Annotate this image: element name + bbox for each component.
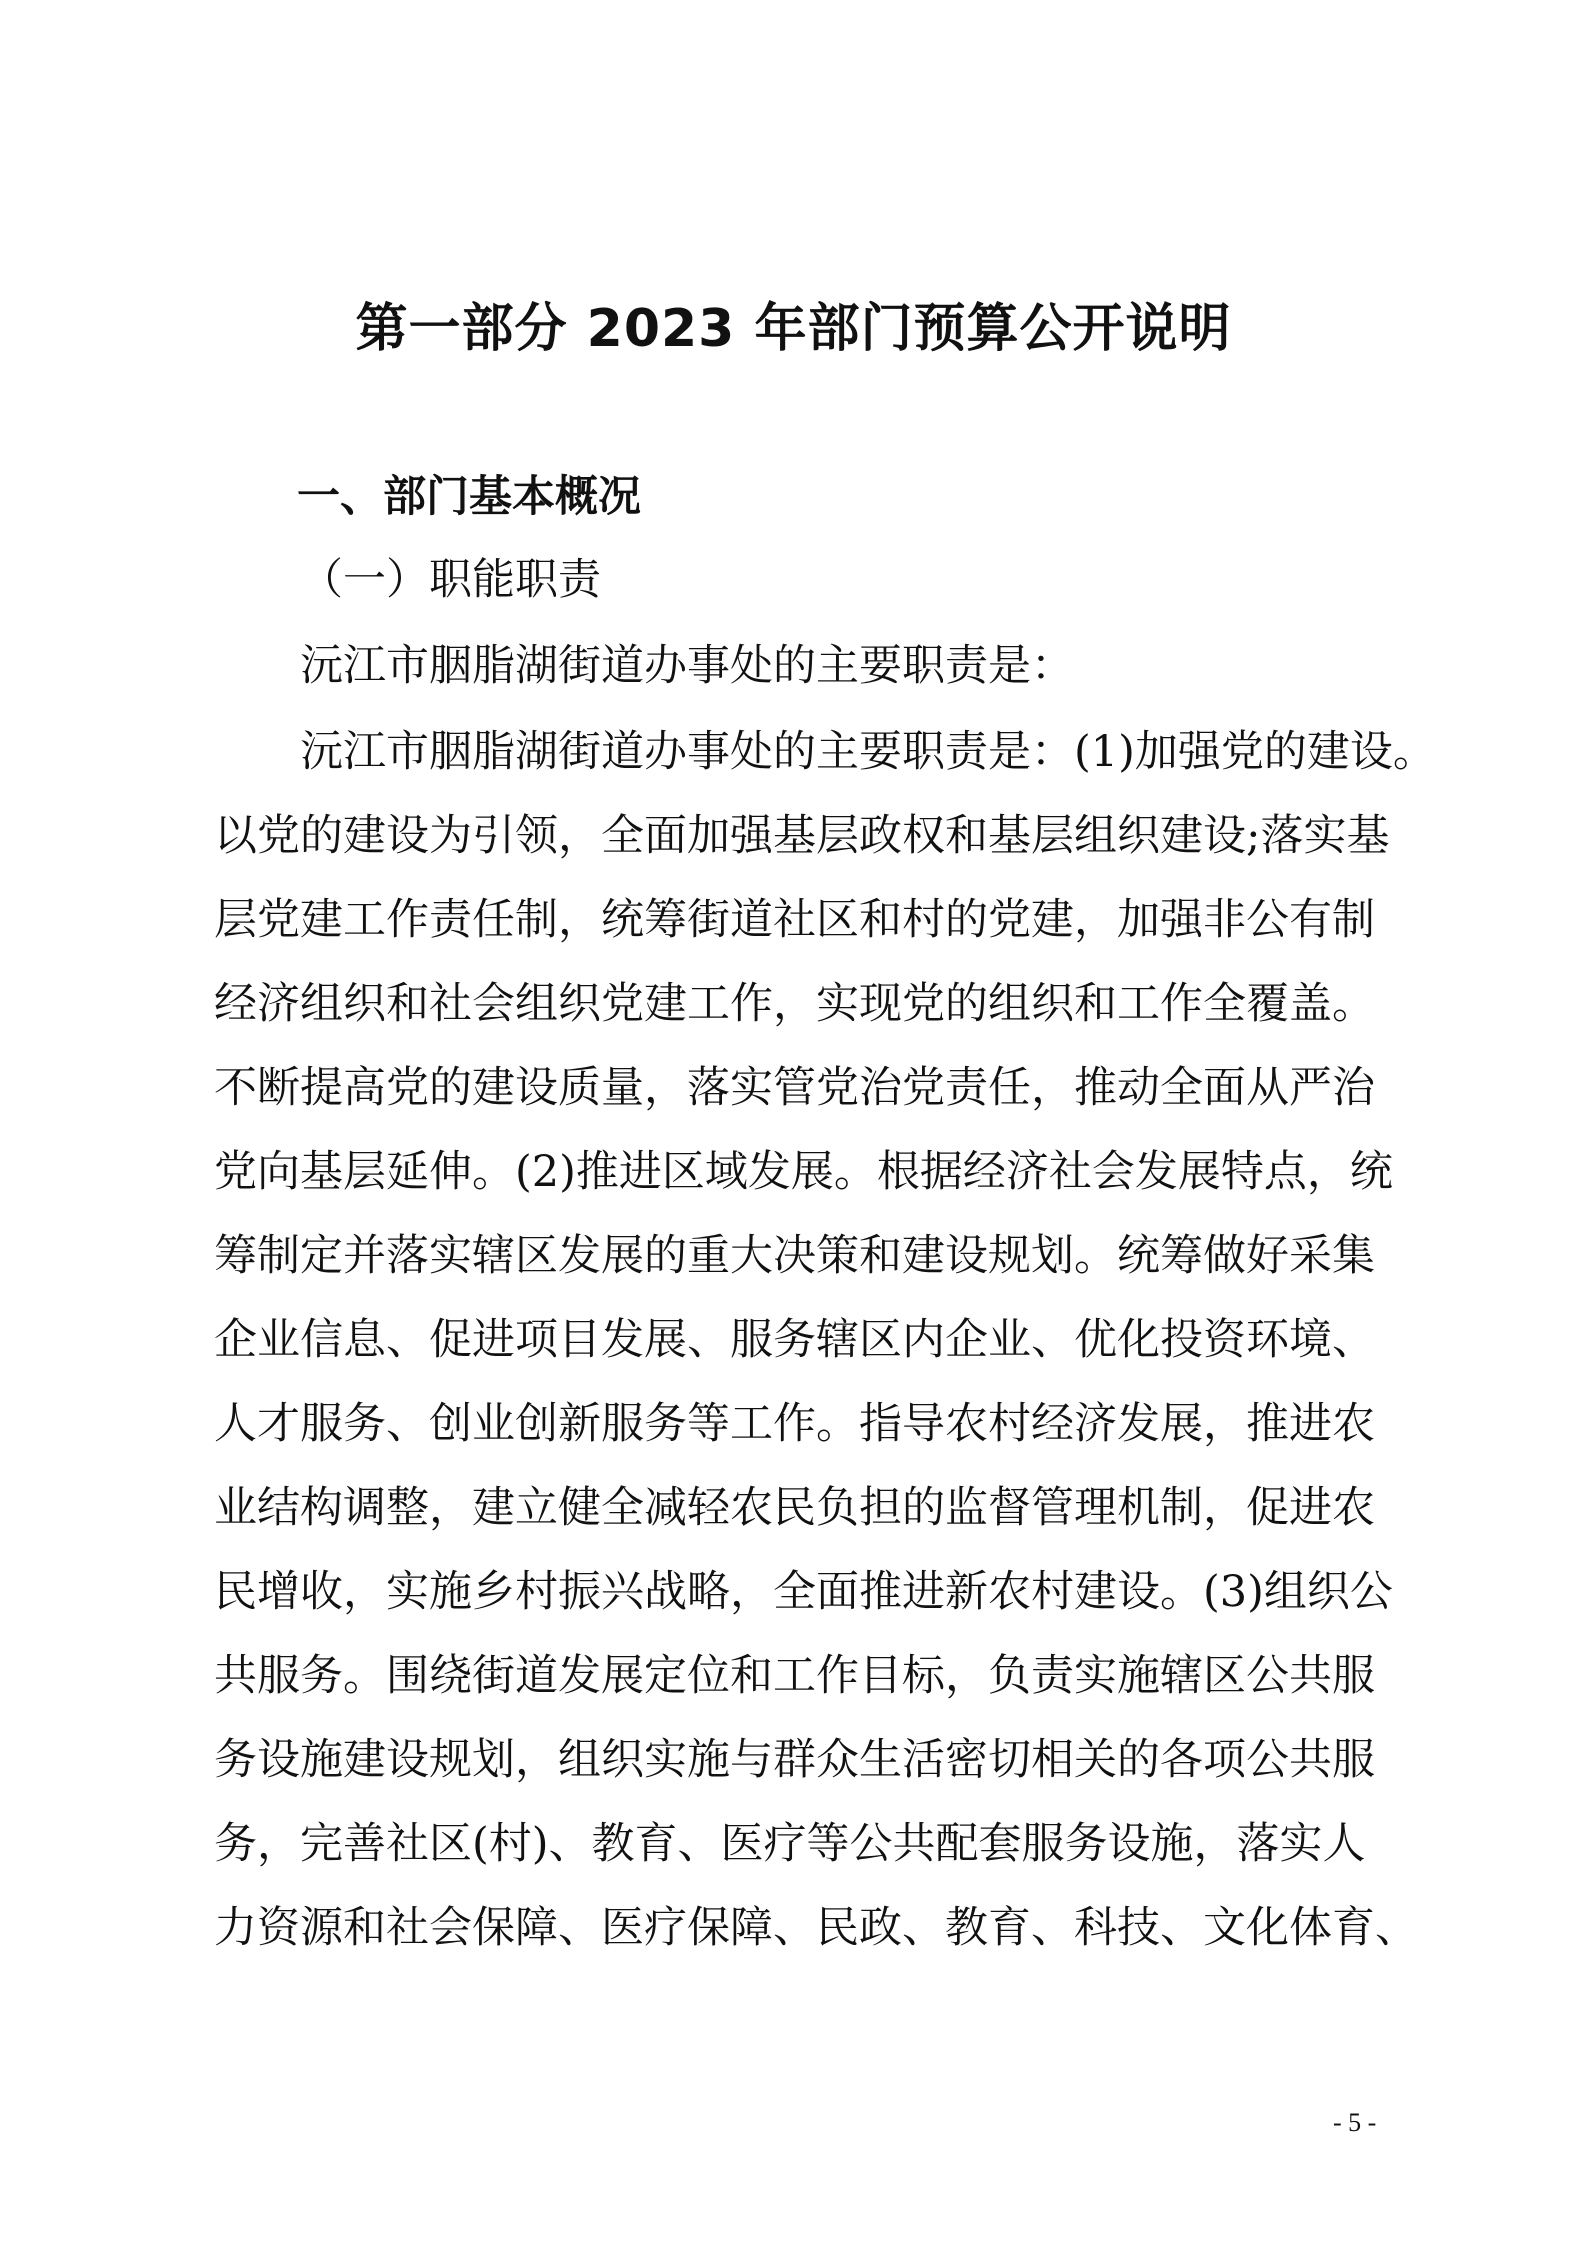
body-line: 力资源和社会保障、医疗保障、民政、教育、科技、文化体育、 [214,1903,1418,1953]
body-line: 筹制定并落实辖区发展的重大决策和建设规划。统筹做好采集 [214,1231,1375,1281]
subsection-heading: （一）职能职责 [300,555,601,605]
body-line: 不断提高党的建设质量，落实管党治党责任，推动全面从严治 [214,1063,1375,1113]
intro-line: 沅江市胭脂湖街道办事处的主要职责是： [300,641,1074,691]
body-line: 党向基层延伸。(2)推进区域发展。根据经济社会发展特点，统 [214,1147,1393,1197]
body-line: 层党建工作责任制，统筹街道社区和村的党建，加强非公有制 [214,895,1375,945]
page-title: 第一部分 2023 年部门预算公开说明 [355,299,1232,359]
body-line: 务设施建设规划，组织实施与群众生活密切相关的各项公共服 [214,1735,1375,1785]
body-line: 民增收，实施乡村振兴战略，全面推进新农村建设。(3)组织公 [214,1567,1393,1617]
body-line: 以党的建设为引领，全面加强基层政权和基层组织建设;落实基 [214,811,1390,861]
body-line: 经济组织和社会组织党建工作，实现党的组织和工作全覆盖。 [214,979,1375,1029]
body-line: 共服务。围绕街道发展定位和工作目标，负责实施辖区公共服 [214,1651,1375,1701]
body-line: 企业信息、促进项目发展、服务辖区内企业、优化投资环境、 [214,1315,1375,1365]
section-heading: 一、部门基本概况 [297,472,641,522]
body-line: 务，完善社区(村)、教育、医疗等公共配套服务设施，落实人 [214,1819,1366,1869]
body-line: 沅江市胭脂湖街道办事处的主要职责是：(1)加强党的建设。 [300,727,1436,777]
body-line: 业结构调整，建立健全减轻农民负担的监督管理机制，促进农 [214,1483,1375,1533]
body-line: 人才服务、创业创新服务等工作。指导农村经济发展，推进农 [214,1399,1375,1449]
page-number: - 5 - [1333,2108,1377,2137]
